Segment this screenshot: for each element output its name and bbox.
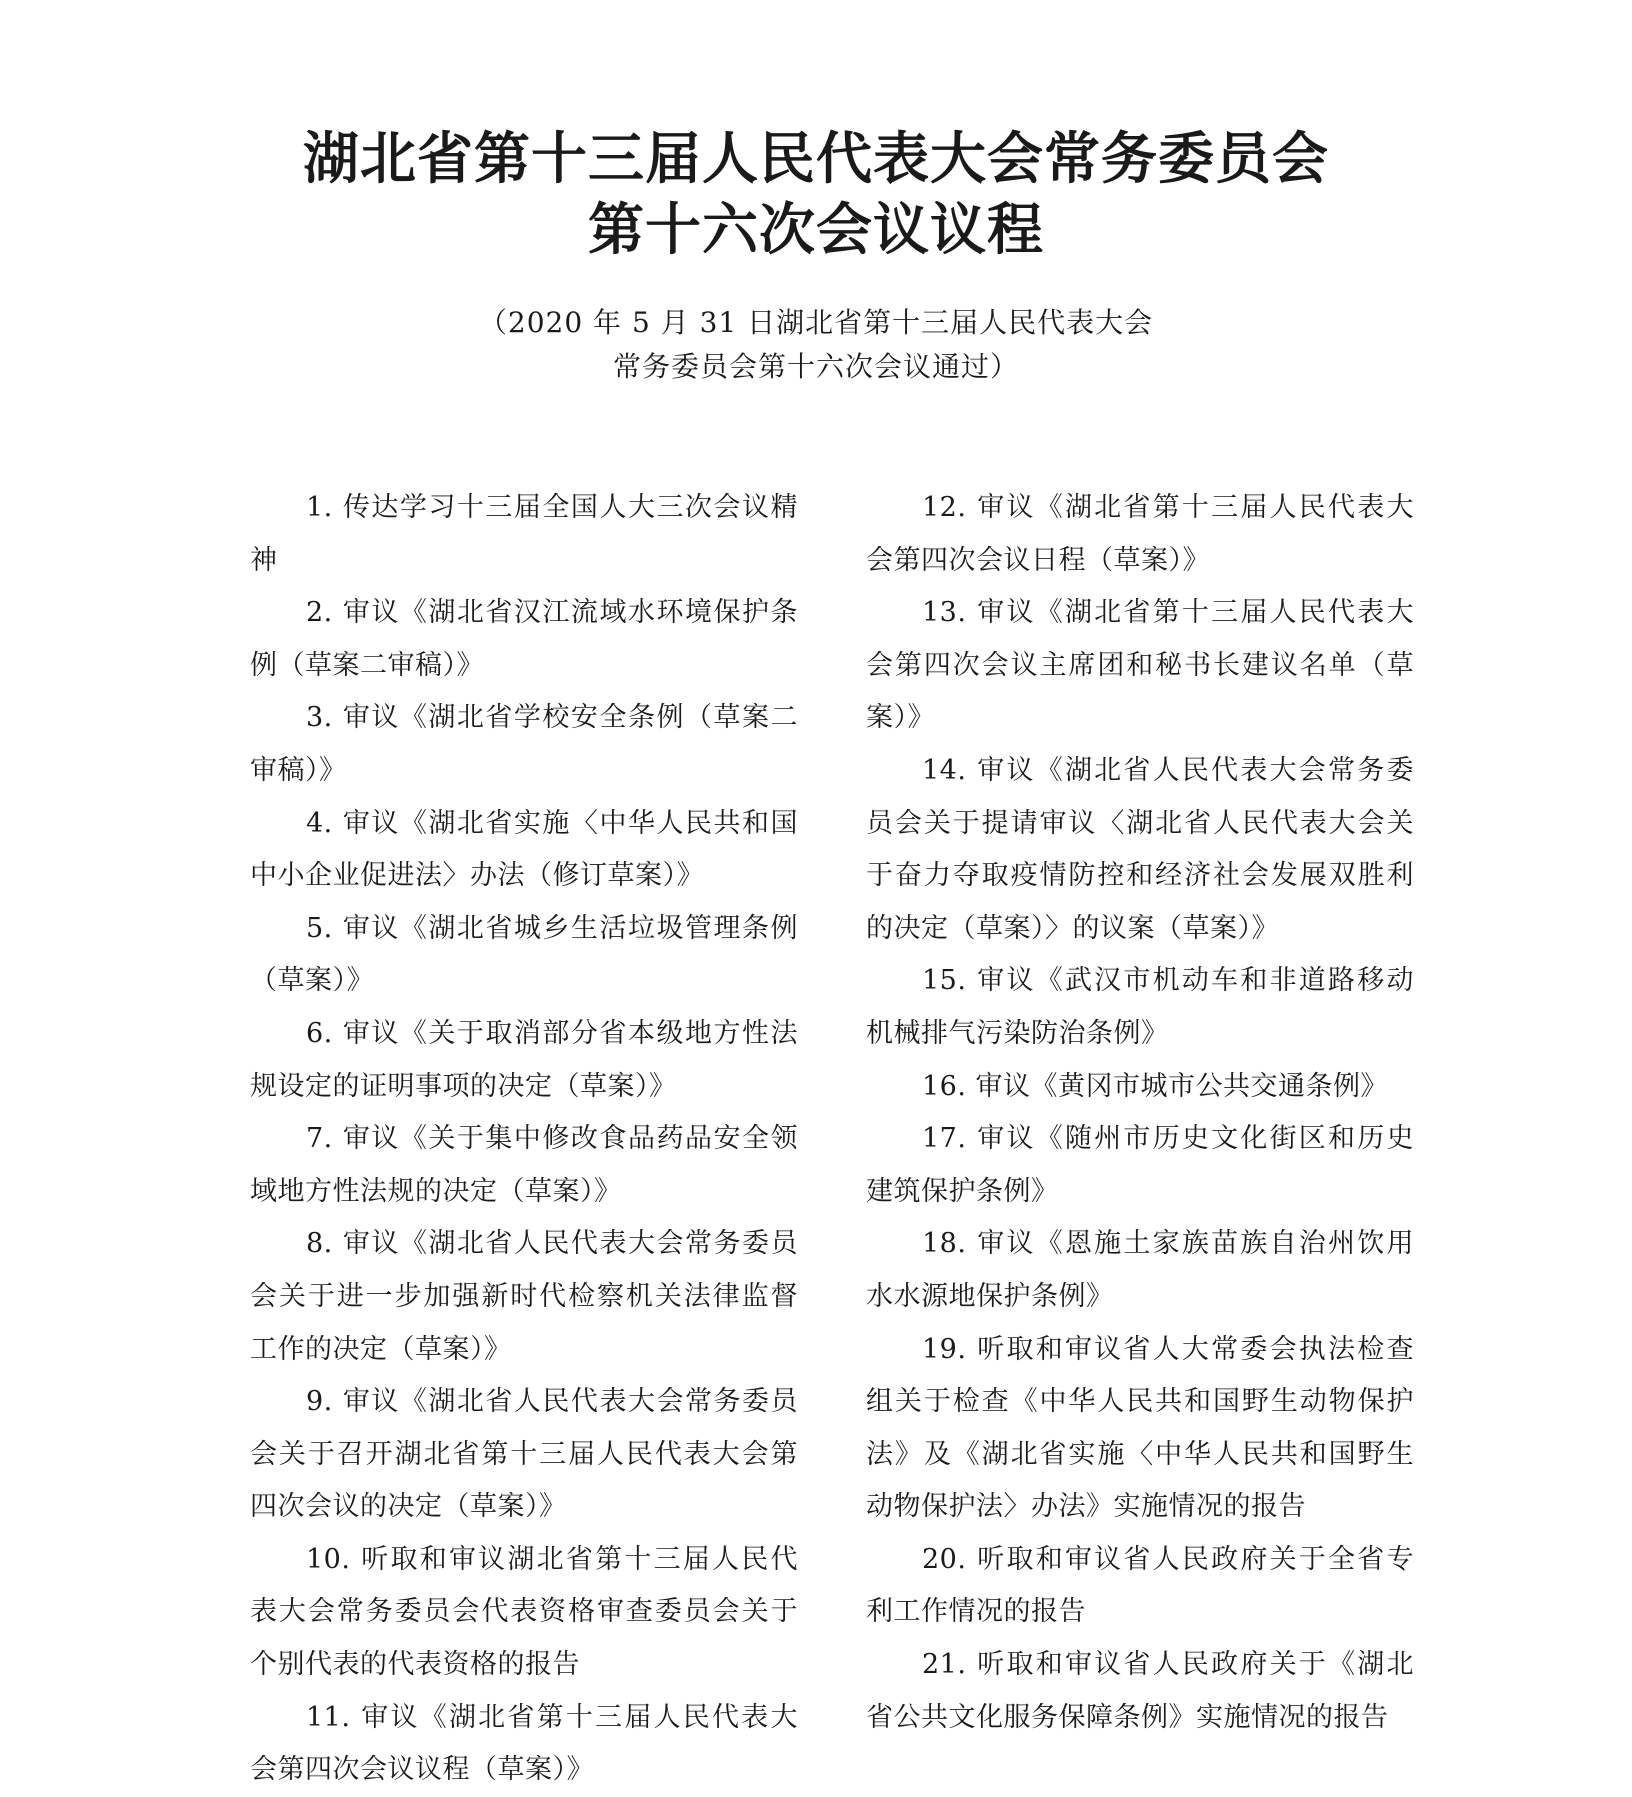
document-title-line-1: 湖北省第十三届人民代表大会常务委员会 <box>303 127 1329 192</box>
agenda-item-16: 16. 审议《黄冈市城市公共交通条例》 <box>922 1070 1389 1102</box>
agenda-item-6: 6. 审议《关于取消部分省本级地方性法规设定的证明事项的决定（草案）》 <box>250 1017 798 1102</box>
agenda-item-3: 3. 审议《湖北省学校安全条例（草案二审稿）》 <box>250 702 798 786</box>
agenda-item-10: 10. 听取和审议湖北省第十三届人民代表大会常务委员会代表资格审查委员会关于个别代表的代表资格的报告 <box>250 1543 798 1681</box>
agenda-item-18: 18. 审议《恩施土家族苗族自治州饮用水水源地保护条例》 <box>866 1228 1414 1312</box>
agenda-item-21: 21. 听取和审议省人民政府关于《湖北省公共文化服务保障条例》实施情况的报告 <box>866 1649 1414 1733</box>
agenda-column-right <box>866 482 1414 1744</box>
agenda-item-4: 4. 审议《湖北省实施〈中华人民共和国中小企业促进法〉办法（修订草案）》 <box>250 807 798 892</box>
agenda-item-20: 20. 听取和审议省人民政府关于全省专利工作情况的报告 <box>866 1543 1414 1628</box>
agenda-item-2: 2. 审议《湖北省汉江流域水环境保护条例（草案二审稿）》 <box>250 597 798 681</box>
agenda-item-1: 1. 传达学习十三届全国人大三次会议精神 <box>250 492 798 576</box>
agenda-item-19: 19. 听取和审议省人大常委会执法检查组关于检查《中华人民共和国野生动物保护法》及《湖北省实施〈中华人民共和国野生动物保护法〉办法》实施情况的报告 <box>866 1333 1414 1523</box>
agenda-item-7: 7. 审议《关于集中修改食品药品安全领域地方性法规的决定（草案）》 <box>250 1123 798 1207</box>
agenda-item-17: 17. 审议《随州市历史文化街区和历史建筑保护条例》 <box>866 1123 1414 1207</box>
agenda-item-13: 13. 审议《湖北省第十三届人民代表大会第四次会议主席团和秘书长建议名单（草案）》 <box>866 597 1414 734</box>
agenda-item-12: 12. 审议《湖北省第十三届人民代表大会第四次会议日程（草案）》 <box>866 492 1414 576</box>
agenda-item-8: 8. 审议《湖北省人民代表大会常务委员会关于进一步加强新时代检察机关法律监督工作的决定（草案）》 <box>250 1228 798 1365</box>
agenda-item-9: 9. 审议《湖北省人民代表大会常务委员会关于召开湖北省第十三届人民代表大会第四次会议的决定（草案）》 <box>250 1386 798 1523</box>
agenda-item-5: 5. 审议《湖北省城乡生活垃圾管理条例（草案）》 <box>250 912 798 997</box>
agenda-item-11: 11. 审议《湖北省第十三届人民代表大会第四次会议议程（草案）》 <box>250 1701 798 1786</box>
adoption-note-line-1: （2020 年 5 月 31 日湖北省第十三届人民代表大会 <box>478 306 1154 339</box>
agenda-item-15: 15. 审议《武汉市机动车和非道路移动机械排气污染防治条例》 <box>866 965 1414 1049</box>
adoption-note-line-2: 常务委员会第十六次会议通过） <box>612 350 1019 383</box>
agenda-column-left <box>250 482 798 1797</box>
agenda-item-14: 14. 审议《湖北省人民代表大会常务委员会关于提请审议〈湖北省人民代表大会关于奋力夺取疫情防控和经济社会发展双胜利的决定（草案）〉的议案（草案）》 <box>866 754 1414 944</box>
document-title-line-2: 第十六次会议议程 <box>588 198 1044 263</box>
